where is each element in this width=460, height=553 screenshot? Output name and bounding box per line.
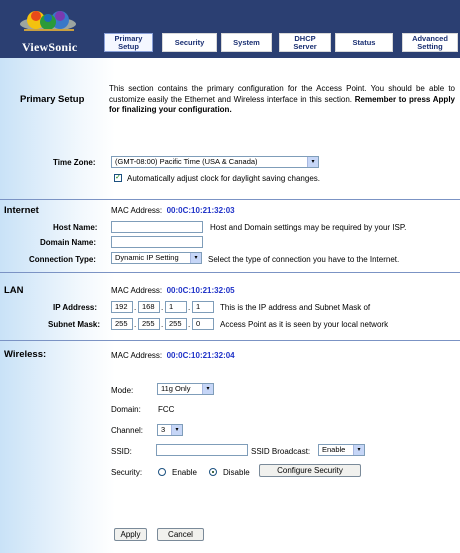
configure-security-button[interactable]: Configure Security: [259, 464, 361, 477]
ssid-label: SSID:: [111, 447, 132, 456]
connection-type-select[interactable]: [111, 252, 202, 264]
mask-note: Access Point as it is seen by your local network: [220, 320, 389, 329]
ip-note: This is the IP address and Subnet Mask of: [220, 303, 371, 312]
channel-select[interactable]: [157, 424, 183, 436]
ip-dot: .: [188, 303, 191, 312]
chevron-down-icon: ▾: [353, 445, 364, 455]
viewsonic-logo: [4, 2, 94, 56]
mask-dot: .: [134, 320, 137, 329]
host-note: Host and Domain settings may be required by your ISP.: [210, 223, 407, 232]
mask-octet-1[interactable]: 255: [111, 318, 133, 330]
mask-octet-4[interactable]: 0: [192, 318, 214, 330]
mask-octet-3[interactable]: 255: [165, 318, 187, 330]
security-label: Security:: [111, 468, 143, 477]
tab-security[interactable]: [162, 33, 217, 52]
tab-label: Status: [352, 37, 376, 47]
brand-name: ViewSonic: [22, 40, 78, 54]
primary-description: This section contains the primary configuration for the Access Point. You should be able to customize easily the Ethernet and Wireless interface in this section. Remember to press Apply for finalizing your configuration.: [109, 84, 455, 114]
tab-label: System: [233, 37, 260, 47]
tab-label: Security: [174, 37, 205, 47]
host-name-input[interactable]: [111, 221, 203, 233]
mode-label: Mode:: [111, 386, 134, 395]
section-divider: [0, 340, 460, 341]
security-enable-label: Enable: [172, 468, 197, 477]
ip-octet-2[interactable]: 168: [138, 301, 160, 313]
mask-dot: .: [161, 320, 164, 329]
chevron-down-icon: ▾: [171, 425, 182, 435]
tab-system[interactable]: [221, 33, 272, 52]
chevron-down-icon: ▾: [307, 157, 318, 167]
host-name-label: Host Name:: [53, 223, 98, 232]
section-divider: [0, 199, 460, 200]
ip-octet-3[interactable]: 1: [165, 301, 187, 313]
domain-value: FCC: [158, 405, 175, 414]
mask-octet-2[interactable]: 255: [138, 318, 160, 330]
security-disable-label: Disable: [223, 468, 250, 477]
internet-title: Internet: [4, 205, 39, 216]
ip-dot: .: [134, 303, 137, 312]
cancel-button[interactable]: Cancel: [157, 528, 204, 541]
ssid-broadcast-select[interactable]: [318, 444, 365, 456]
timezone-select[interactable]: [111, 156, 319, 168]
tab-advanced-setting[interactable]: [402, 33, 458, 52]
timezone-label: Time Zone:: [53, 158, 96, 167]
connection-type-label: Connection Type:: [29, 255, 96, 264]
section-divider: [0, 272, 460, 273]
domain-name-input[interactable]: [111, 236, 203, 248]
channel-label: Channel:: [111, 426, 144, 435]
timezone-value: (GMT-08:00) Pacific Time (USA & Canada): [115, 157, 258, 166]
security-enable-radio[interactable]: [158, 468, 166, 476]
subnet-mask-label: Subnet Mask:: [48, 320, 101, 329]
ip-address-label: IP Address:: [53, 303, 98, 312]
connection-type-value: Dynamic IP Setting: [115, 253, 179, 262]
tab-label: Primary Setup: [114, 33, 143, 51]
tab-label: Advanced Setting: [412, 33, 448, 51]
dst-label: Automatically adjust clock for daylight saving changes.: [127, 174, 320, 183]
security-disable-radio[interactable]: [209, 468, 217, 476]
mode-select[interactable]: [157, 383, 214, 395]
dst-checkbox[interactable]: ✓: [115, 174, 121, 181]
channel-value: 3: [161, 425, 166, 434]
domain-label: Domain:: [111, 405, 141, 414]
mode-value: 11g Only: [161, 384, 191, 393]
ssid-broadcast-label: SSID Broadcast:: [251, 447, 311, 456]
ip-octet-1[interactable]: 192: [111, 301, 133, 313]
lan-title: LAN: [4, 285, 24, 296]
wireless-title: Wireless:: [4, 349, 47, 360]
ip-dot: .: [161, 303, 164, 312]
connection-note: Select the type of connection you have to the Internet.: [208, 255, 400, 264]
domain-name-label: Domain Name:: [40, 238, 97, 247]
ssid-input[interactable]: [156, 444, 248, 456]
birds-logo-icon: [4, 2, 94, 42]
tab-primary-setup[interactable]: [104, 33, 153, 52]
tab-label: DHCP Server: [293, 33, 317, 51]
ip-octet-4[interactable]: 1: [192, 301, 214, 313]
tab-status[interactable]: [335, 33, 393, 52]
wireless-mac: MAC Address: 00:0C:10:21:32:04: [111, 351, 235, 360]
lan-mac: MAC Address: 00:0C:10:21:32:05: [111, 286, 235, 295]
apply-button[interactable]: Apply: [114, 528, 147, 541]
tab-dhcp-server[interactable]: [279, 33, 331, 52]
ssid-broadcast-value: Enable: [322, 445, 346, 454]
internet-mac: MAC Address: 00:0C:10:21:32:03: [111, 206, 235, 215]
chevron-down-icon: ▾: [190, 253, 201, 263]
mask-dot: .: [188, 320, 191, 329]
primary-setup-title: Primary Setup: [20, 94, 85, 105]
chevron-down-icon: ▾: [202, 384, 213, 394]
